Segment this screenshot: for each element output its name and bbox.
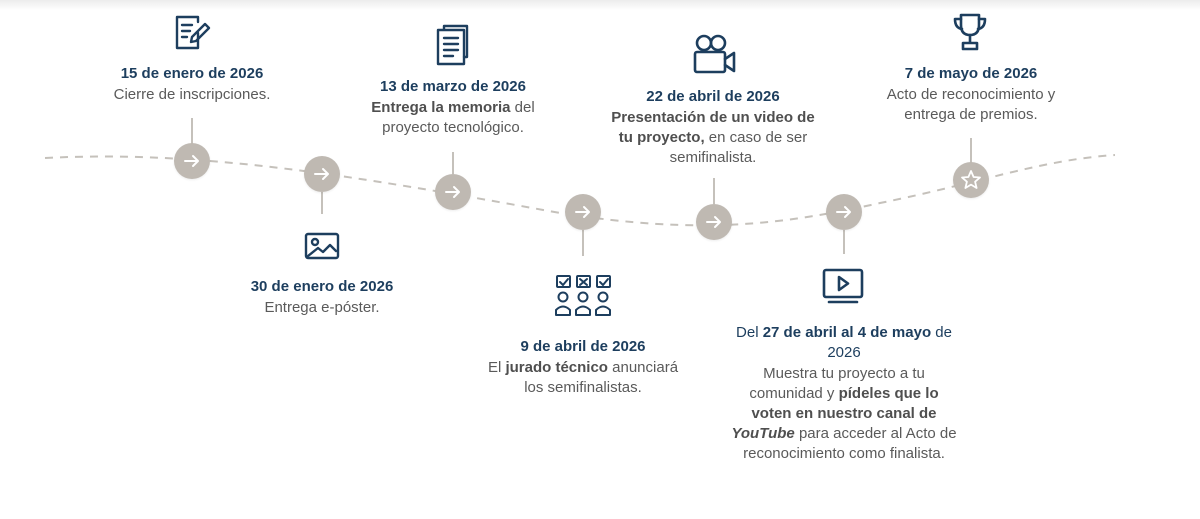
milestone-text-rest: para acceder al Acto de reconocimiento como finalista. (743, 425, 957, 462)
milestone-3 (353, 77, 553, 138)
milestone-date: 30 de enero de 2026 (250, 278, 394, 295)
video-camera-icon (692, 32, 738, 76)
milestone-text (353, 98, 553, 138)
timeline-node-2 (304, 156, 340, 192)
arrow-right-icon (181, 150, 203, 172)
milestone-text (478, 358, 688, 398)
document-edit-icon (172, 13, 212, 53)
milestone-date (728, 323, 960, 363)
arrow-right-icon (572, 201, 594, 223)
milestone-date-post: de 2026 (827, 324, 952, 361)
milestone-text: Cierre de inscripciones. (113, 86, 271, 103)
connector-7 (970, 138, 972, 164)
arrow-right-icon (833, 201, 855, 223)
milestone-date: 13 de marzo de 2026 (380, 78, 526, 95)
document-stack-icon (433, 23, 473, 67)
image-icon (303, 230, 341, 262)
milestone-text-rest: en caso de ser semifinalista. (669, 129, 808, 166)
jury-icon (553, 274, 615, 318)
milestone-text-youtube: YouTube (731, 425, 795, 442)
milestone-5 (603, 87, 823, 168)
connector-4 (582, 230, 584, 256)
timeline-node-4 (565, 194, 601, 230)
milestone-text: Acto de reconocimiento y entrega de premios. (886, 86, 1056, 123)
timeline-node-3 (435, 174, 471, 210)
milestone-text-pre: El (487, 359, 506, 376)
milestone-text (728, 364, 960, 464)
milestone-text-rest: del proyecto tecnológico. (382, 99, 535, 136)
milestone-date-main: 27 de abril al 4 de mayo (762, 324, 932, 341)
timeline-node-5 (696, 204, 732, 240)
milestone-2 (222, 277, 422, 318)
timeline-node-1 (174, 143, 210, 179)
star-icon (959, 168, 983, 192)
milestone-4 (478, 337, 688, 398)
connector-2 (321, 192, 323, 214)
arrow-right-icon (703, 211, 725, 233)
milestone-date: 15 de enero de 2026 (120, 65, 264, 82)
milestone-text-bold: jurado técnico (505, 359, 608, 376)
arrow-right-icon (311, 163, 333, 185)
milestone-text-bold: pídeles que lo voten en nuestro canal de (751, 385, 939, 422)
connector-5 (713, 178, 715, 204)
milestone-date: 7 de mayo de 2026 (904, 65, 1038, 82)
milestone-7 (866, 64, 1076, 125)
milestone-text (603, 108, 823, 168)
milestone-date-pre: Del (736, 324, 763, 341)
milestone-text-pre: Muestra tu proyecto a tu comunidad y (749, 365, 925, 402)
trophy-icon (951, 11, 989, 53)
milestone-text-rest: anunciará los semifinalistas. (524, 359, 679, 396)
connector-3 (452, 152, 454, 174)
milestone-text: Entrega e-póster. (264, 299, 380, 316)
milestone-date: 9 de abril de 2026 (520, 338, 646, 355)
connector-6 (843, 230, 845, 254)
timeline-node-7 (953, 162, 989, 198)
milestone-text-bold: Entrega la memoria (371, 99, 511, 116)
arrow-right-icon (442, 181, 464, 203)
video-play-icon (821, 266, 865, 306)
milestone-6 (728, 323, 960, 464)
milestone-1 (92, 64, 292, 105)
milestone-date: 22 de abril de 2026 (646, 88, 780, 105)
timeline-node-6 (826, 194, 862, 230)
milestone-text-bold: Presentación de un video de tu proyecto, (611, 109, 815, 146)
